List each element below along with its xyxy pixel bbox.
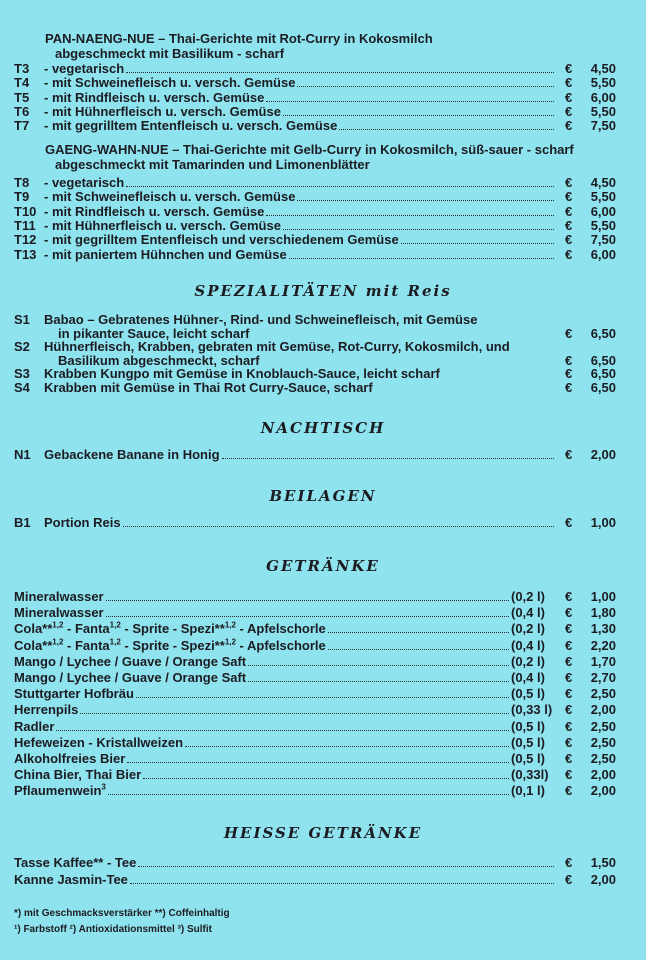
item-code: S4 bbox=[14, 380, 30, 395]
drink-size: (0,4 l) bbox=[511, 637, 545, 653]
menu-item-row bbox=[14, 118, 616, 134]
item-price: 5,50 bbox=[590, 103, 616, 119]
drink-name: Herrenpils bbox=[14, 702, 79, 718]
drink-size: (0,33l) bbox=[511, 767, 549, 783]
item-description: - mit gegrilltem Entenfleisch und verschiedenem Gemüse bbox=[44, 232, 399, 248]
item-description: - mit gegrilltem Entenfleisch u. versch. Gemüse bbox=[44, 118, 338, 134]
item-price: 5,50 bbox=[590, 217, 616, 233]
drink-price: 2,00 bbox=[590, 871, 616, 887]
item-description: - vegetarisch bbox=[44, 175, 125, 190]
currency-symbol: € bbox=[565, 751, 573, 766]
drink-size: (0,5 l) bbox=[511, 734, 545, 750]
dot-leader bbox=[126, 186, 554, 187]
drink-name: Mango / Lychee / Guave / Orange Saft bbox=[14, 653, 247, 669]
currency-symbol: € bbox=[565, 118, 573, 134]
item-code: T3 bbox=[14, 61, 30, 76]
drink-price: 2,00 bbox=[590, 767, 616, 783]
currency-symbol: € bbox=[565, 702, 573, 718]
dot-leader bbox=[328, 649, 509, 650]
item-description: - vegetarisch bbox=[44, 61, 125, 76]
drink-name: Tasse Kaffee** - Tee bbox=[14, 855, 137, 870]
dot-leader bbox=[328, 632, 509, 633]
hot-drink-row bbox=[14, 855, 616, 871]
currency-symbol: € bbox=[565, 366, 573, 381]
item-code: S3 bbox=[14, 366, 30, 381]
dot-leader bbox=[266, 101, 554, 102]
gaeng-wahn-title: GAENG-WAHN-NUE – Thai-Gerichte mit Gelb-Curry in Kokosmilch, süß-sauer - scharf bbox=[45, 142, 574, 157]
dot-leader bbox=[289, 258, 554, 259]
item-code: T5 bbox=[14, 89, 30, 105]
currency-symbol: € bbox=[565, 515, 573, 530]
item-description-continued: Basilikum abgeschmeckt, scharf bbox=[58, 353, 260, 368]
item-code: T8 bbox=[14, 175, 30, 190]
item-price: 6,00 bbox=[590, 89, 616, 105]
currency-symbol: € bbox=[565, 734, 573, 750]
drink-row bbox=[14, 783, 616, 799]
drink-price: 1,30 bbox=[590, 621, 616, 637]
drink-name: Mango / Lychee / Guave / Orange Saft bbox=[14, 670, 247, 685]
item-description: Krabben Kungpo mit Gemüse in Knoblauch-Sauce, leicht scharf bbox=[44, 366, 440, 381]
drink-row bbox=[14, 670, 616, 686]
drink-name: Alkoholfreies Bier bbox=[14, 751, 126, 766]
drink-row bbox=[14, 621, 616, 637]
drink-row bbox=[14, 719, 616, 735]
drink-row bbox=[14, 751, 616, 767]
currency-symbol: € bbox=[565, 589, 573, 604]
item-price: 7,50 bbox=[590, 232, 616, 248]
dot-leader bbox=[185, 746, 509, 747]
dot-leader bbox=[56, 730, 509, 731]
item-code: T9 bbox=[14, 189, 30, 205]
gaeng-wahn-subtitle: abgeschmeckt mit Tamarinden und Limonenblätter bbox=[55, 157, 370, 172]
drink-size: (0,5 l) bbox=[511, 718, 545, 734]
drink-name: China Bier, Thai Bier bbox=[14, 767, 142, 783]
dot-leader bbox=[248, 681, 509, 682]
drink-row bbox=[14, 605, 616, 621]
drink-size: (0,2 l) bbox=[511, 653, 545, 669]
item-description: Babao – Gebratenes Hühner-, Rind- und Schweinefleisch, mit Gemüse bbox=[44, 312, 478, 327]
dot-leader bbox=[283, 115, 554, 116]
currency-symbol: € bbox=[565, 203, 573, 219]
getraenke-heading: GETRÄNKE bbox=[266, 557, 380, 575]
item-code: N1 bbox=[14, 447, 31, 462]
item-price: 7,50 bbox=[590, 118, 616, 134]
item-description: Krabben mit Gemüse in Thai Rot Curry-Sauce, scharf bbox=[44, 380, 373, 395]
item-description-continued: in pikanter Sauce, leicht scharf bbox=[58, 326, 250, 341]
item-code: B1 bbox=[14, 515, 31, 530]
currency-symbol: € bbox=[565, 89, 573, 105]
item-price: 2,00 bbox=[590, 447, 616, 462]
drink-price: 1,80 bbox=[590, 605, 616, 621]
drink-name: Hefeweizen - Kristallweizen bbox=[14, 734, 184, 750]
drink-row bbox=[14, 654, 616, 670]
dot-leader bbox=[136, 697, 509, 698]
dot-leader bbox=[222, 458, 554, 459]
drink-price: 2,70 bbox=[590, 670, 616, 685]
drink-row bbox=[14, 686, 616, 702]
drink-price: 1,50 bbox=[590, 855, 616, 870]
item-price: 5,50 bbox=[590, 189, 616, 205]
drink-price: 2,50 bbox=[590, 718, 616, 734]
drink-size: (0,5 l) bbox=[511, 751, 545, 766]
dot-leader bbox=[138, 866, 554, 867]
currency-symbol: € bbox=[565, 767, 573, 783]
pan-naeng-header bbox=[45, 31, 433, 61]
item-description: - mit paniertem Hühnchen und Gemüse bbox=[44, 246, 287, 262]
item-description: - mit Rindfleisch u. versch. Gemüse bbox=[44, 203, 265, 219]
drink-price: 2,50 bbox=[590, 686, 616, 702]
drink-name: Kanne Jasmin-Tee bbox=[14, 871, 128, 887]
drink-price: 1,00 bbox=[590, 589, 616, 604]
item-code: T12 bbox=[14, 232, 37, 248]
item-description: - mit Schweinefleisch u. versch. Gemüse bbox=[44, 75, 296, 91]
drink-name: Mineralwasser bbox=[14, 605, 104, 621]
footnote-line-2: ¹) Farbstoff ²) Antioxidationsmittel ³) Sulfit bbox=[14, 924, 212, 935]
dot-leader bbox=[248, 665, 509, 666]
item-description: - mit Rindfleisch u. versch. Gemüse bbox=[44, 89, 265, 105]
drink-price: 2,00 bbox=[590, 783, 616, 799]
drink-price: 1,70 bbox=[590, 653, 616, 669]
menu-item-row bbox=[14, 247, 616, 263]
dot-leader bbox=[108, 794, 509, 795]
drink-row bbox=[14, 702, 616, 718]
drink-price: 2,50 bbox=[590, 734, 616, 750]
drink-size: (0,5 l) bbox=[511, 686, 545, 702]
currency-symbol: € bbox=[565, 447, 573, 462]
hot-drink-row bbox=[14, 872, 616, 888]
currency-symbol: € bbox=[565, 189, 573, 205]
dot-leader bbox=[297, 86, 554, 87]
currency-symbol: € bbox=[565, 686, 573, 702]
item-code: T13 bbox=[14, 246, 37, 262]
item-price: 6,50 bbox=[590, 353, 616, 368]
drink-size: (0,33 l) bbox=[511, 702, 553, 718]
drink-size: (0,4 l) bbox=[511, 670, 545, 685]
currency-symbol: € bbox=[565, 175, 573, 190]
dot-leader bbox=[143, 778, 509, 779]
dot-leader bbox=[283, 229, 554, 230]
drink-price: 2,00 bbox=[590, 702, 616, 718]
item-price: 6,00 bbox=[590, 246, 616, 262]
currency-symbol: € bbox=[565, 61, 573, 76]
currency-symbol: € bbox=[565, 232, 573, 248]
drink-name: Pflaumenwein$^3$ bbox=[14, 783, 106, 799]
drink-row bbox=[14, 767, 616, 783]
drink-row bbox=[14, 735, 616, 751]
dot-leader bbox=[297, 200, 554, 201]
drink-size: (0,2 l) bbox=[511, 589, 545, 604]
dot-leader bbox=[106, 616, 509, 617]
item-price: 6,00 bbox=[590, 203, 616, 219]
pan-naeng-title: PAN-NAENG-NUE – Thai-Gerichte mit Rot-Curry in Kokosmilch bbox=[45, 31, 433, 46]
drink-name: Stuttgarter Hofbräu bbox=[14, 686, 134, 702]
drink-price: 2,50 bbox=[590, 751, 616, 766]
item-price: 4,50 bbox=[590, 61, 616, 76]
drink-size: (0,2 l) bbox=[511, 621, 545, 637]
menu-item-row bbox=[14, 447, 616, 463]
currency-symbol: € bbox=[565, 621, 573, 637]
currency-symbol: € bbox=[565, 75, 573, 91]
currency-symbol: € bbox=[565, 653, 573, 669]
item-price: 6,50 bbox=[590, 380, 616, 395]
currency-symbol: € bbox=[565, 783, 573, 799]
currency-symbol: € bbox=[565, 605, 573, 621]
currency-symbol: € bbox=[565, 670, 573, 685]
item-code: T10 bbox=[14, 203, 37, 219]
currency-symbol: € bbox=[565, 871, 573, 887]
item-code: T11 bbox=[14, 217, 36, 233]
drink-price: 2,20 bbox=[590, 637, 616, 653]
dot-leader bbox=[127, 762, 509, 763]
item-code: S1 bbox=[14, 312, 30, 327]
currency-symbol: € bbox=[565, 246, 573, 262]
item-description: - mit Hühnerfleisch u. versch. Gemüse bbox=[44, 217, 281, 233]
item-description: Gebackene Banane in Honig bbox=[44, 447, 220, 462]
drink-name: Cola**$^{1,2}$ - Fanta$^{1,2}$ - Sprite - Spezi**$^{1,2}$ - Apfelschorle bbox=[14, 621, 326, 637]
drink-name: Mineralwasser bbox=[14, 589, 104, 604]
drink-row bbox=[14, 638, 616, 654]
item-price: 6,50 bbox=[590, 326, 616, 341]
dot-leader bbox=[106, 600, 509, 601]
currency-symbol: € bbox=[565, 103, 573, 119]
item-description: - mit Hühnerfleisch u. versch. Gemüse bbox=[44, 103, 281, 119]
pan-naeng-subtitle: abgeschmeckt mit Basilikum - scharf bbox=[55, 46, 285, 61]
footnote-line-1: *) mit Geschmacksverstärker **) Coffeinhaltig bbox=[14, 908, 230, 919]
item-code: T4 bbox=[14, 75, 30, 91]
drink-name: Cola**$^{1,2}$ - Fanta$^{1,2}$ - Sprite - Spezi**$^{1,2}$ - Apfelschorle bbox=[14, 637, 326, 653]
item-price: 6,50 bbox=[590, 366, 616, 381]
dot-leader bbox=[123, 526, 554, 527]
currency-symbol: € bbox=[565, 637, 573, 653]
drink-name: Radler bbox=[14, 718, 55, 734]
dot-leader bbox=[80, 713, 509, 714]
heisse-getraenke-heading: HEISSE GETRÄNKE bbox=[223, 824, 423, 842]
beilagen-heading: BEILAGEN bbox=[269, 487, 377, 505]
drink-size: (0,1 l) bbox=[511, 783, 545, 799]
item-price: 1,00 bbox=[590, 515, 616, 530]
nachtisch-heading: NACHTISCH bbox=[260, 419, 386, 437]
dot-leader bbox=[266, 215, 554, 216]
dot-leader bbox=[401, 243, 554, 244]
item-code: T6 bbox=[14, 103, 30, 119]
currency-symbol: € bbox=[565, 718, 573, 734]
drink-row bbox=[14, 589, 616, 605]
menu-item-row bbox=[14, 515, 616, 531]
item-description: Hühnerfleisch, Krabben, gebraten mit Gemüse, Rot-Curry, Kokosmilch, und bbox=[44, 339, 510, 354]
item-description: - mit Schweinefleisch u. versch. Gemüse bbox=[44, 189, 296, 205]
dot-leader bbox=[130, 883, 554, 884]
item-code: T7 bbox=[14, 118, 30, 134]
item-price: 4,50 bbox=[590, 175, 616, 190]
dot-leader bbox=[126, 72, 554, 73]
item-description: Portion Reis bbox=[44, 515, 121, 530]
spezialitaeten-heading: SPEZIALITÄTEN mit Reis bbox=[194, 282, 452, 300]
currency-symbol: € bbox=[565, 353, 573, 368]
gaeng-wahn-header bbox=[45, 142, 574, 172]
currency-symbol: € bbox=[565, 855, 573, 870]
item-code: S2 bbox=[14, 339, 30, 354]
item-price: 5,50 bbox=[590, 75, 616, 91]
dot-leader bbox=[339, 129, 554, 130]
currency-symbol: € bbox=[565, 326, 573, 341]
drink-size: (0,4 l) bbox=[511, 605, 545, 621]
currency-symbol: € bbox=[565, 380, 573, 395]
currency-symbol: € bbox=[565, 217, 573, 233]
